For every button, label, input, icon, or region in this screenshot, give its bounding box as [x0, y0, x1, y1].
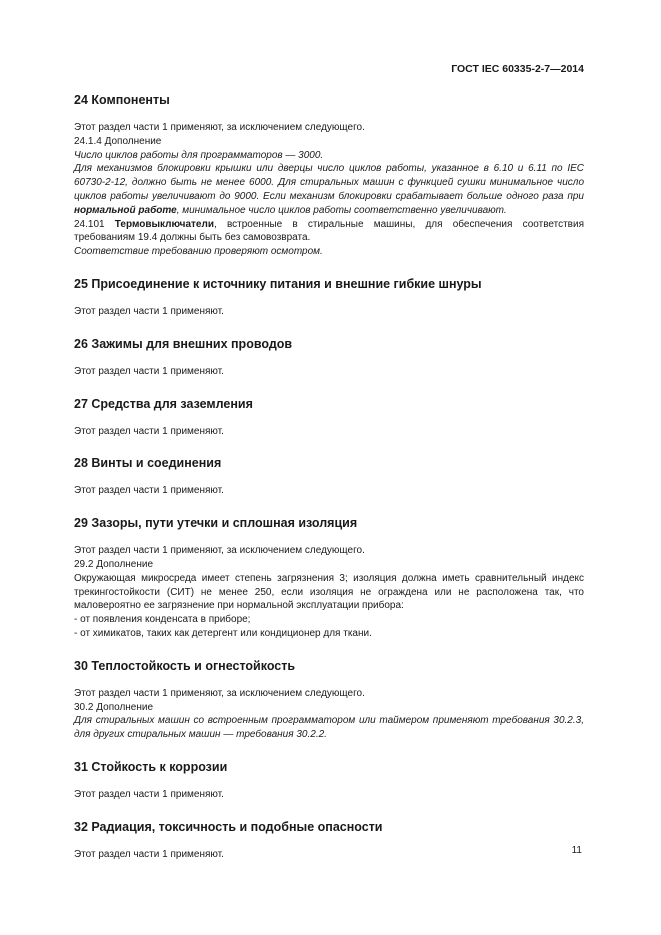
- paragraph: 24.1.4 Дополнение: [74, 135, 162, 147]
- text: 24.101: [74, 218, 115, 230]
- page-content: [74, 92, 584, 879]
- section-28: [74, 455, 584, 498]
- paragraph: Этот раздел части 1 применяют.: [74, 485, 224, 497]
- paragraph: Этот раздел части 1 применяют.: [74, 788, 224, 800]
- section-title: 31 Стойкость к коррозии: [74, 759, 228, 774]
- section-30: [74, 658, 584, 742]
- list-item: - от химикатов, таких как детергент или кондиционер для ткани.: [74, 627, 372, 639]
- paragraph: Соответствие требованию проверяют осмотром.: [74, 246, 323, 258]
- section-title: 25 Присоединение к источнику питания и внешние гибкие шнуры: [74, 276, 482, 291]
- bold-term: Термовыключатели: [114, 218, 214, 230]
- list-item: - от появления конденсата в приборе;: [74, 614, 251, 626]
- text: Для механизмов блокировки крышки или дверцы число циклов работы, указанное в 6.10 и 6.11 по IEC 60730-2-12, должно быть не менее 6000. Для стиральных машин с функцией сушки минимальное число циклов работы увеличивают до 9000. Если механизм блокировки срабатывает больше одного раза при: [74, 163, 584, 202]
- section-31: [74, 759, 584, 802]
- section-27: [74, 396, 584, 439]
- section-title: 32 Радиация, токсичность и подобные опасности: [74, 819, 383, 834]
- paragraph: Этот раздел части 1 применяют, за исключением следующего.: [74, 122, 365, 133]
- paragraph: Этот раздел части 1 применяют.: [74, 305, 224, 317]
- text: , встроенные в стиральные машины, для обеспечения соответствия требованиям 19.4 должны быть без самовозврата.: [74, 218, 584, 244]
- section-title: 30 Теплостойкость и огнестойкость: [74, 658, 296, 673]
- paragraph: Этот раздел части 1 применяют.: [74, 425, 224, 437]
- section-title: 28 Винты и соединения: [74, 456, 222, 471]
- paragraph: Окружающая микросреда имеет степень загрязнения 3; изоляция должна иметь сравнительный индекс трекингостойкости (СИТ) не менее 250, если изоляция не ограждена или не расположена так, что маловероятно ее загрязнение при нормальной эксплуатации прибора:: [74, 572, 584, 612]
- section-32: [74, 819, 584, 862]
- paragraph: [74, 162, 584, 217]
- section-title: 29 Зазоры, пути утечки и сплошная изоляция: [74, 516, 358, 531]
- document-header: ГОСТ IEC 60335-2-7—2014: [451, 63, 584, 75]
- paragraph: Этот раздел части 1 применяют.: [74, 365, 224, 377]
- text: , минимальное число циклов работы соответственно увеличивают.: [176, 204, 507, 216]
- section-24: [74, 92, 584, 259]
- section-26: [74, 336, 584, 379]
- section-29: [74, 515, 584, 641]
- paragraph: [74, 218, 584, 246]
- section-title: 24 Компоненты: [74, 93, 170, 107]
- paragraph: 29.2 Дополнение: [74, 558, 154, 570]
- bold-term: нормальной работе: [74, 204, 177, 216]
- section-title: 27 Средства для заземления: [74, 396, 253, 411]
- section-25: [74, 276, 584, 319]
- section-title: 26 Зажимы для внешних проводов: [74, 336, 293, 351]
- paragraph: 30.2 Дополнение: [74, 701, 154, 713]
- paragraph: Для стиральных машин со встроенным программатором или таймером применяют требования 30.2.3, для других стиральных машин — требования 30.2.2.: [74, 715, 584, 741]
- paragraph: Число циклов работы для программаторов — 3000.: [74, 149, 324, 161]
- paragraph: Этот раздел части 1 применяют, за исключением следующего.: [74, 545, 365, 557]
- page-number: 11: [571, 845, 582, 856]
- paragraph: Этот раздел части 1 применяют.: [74, 848, 224, 860]
- paragraph: Этот раздел части 1 применяют, за исключением следующего.: [74, 687, 365, 699]
